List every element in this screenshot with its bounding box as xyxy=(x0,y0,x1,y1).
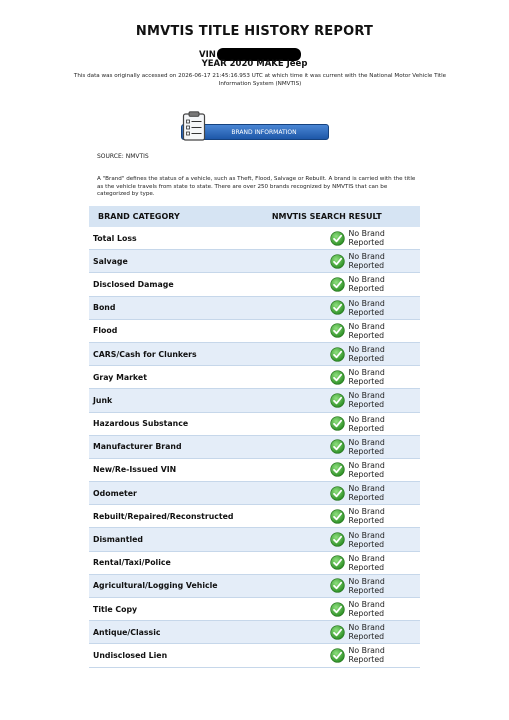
search-result-text: No Brand Reported xyxy=(348,507,385,526)
search-result-cell xyxy=(234,435,420,458)
green-check-icon xyxy=(330,486,345,501)
green-check-icon xyxy=(330,532,345,547)
brand-category-cell: Flood xyxy=(89,319,234,342)
search-result-text: No Brand Reported xyxy=(348,275,385,294)
search-result-text: No Brand Reported xyxy=(348,553,385,572)
brand-category-cell: Total Loss xyxy=(89,227,234,250)
brand-category-cell: Dismantled xyxy=(89,528,234,551)
table-row xyxy=(89,598,420,621)
search-result-text: No Brand Reported xyxy=(348,623,385,642)
brand-description: A "Brand" defines the status of a vehicle, such as Theft, Flood, Salvage or Rebuilt. A brand is carried with the title as the vehicle travels from state to state. There are over 250 brands recognized by NMVTIS that can be categorized by type. xyxy=(97,176,416,197)
search-result-cell xyxy=(234,250,420,273)
table-row xyxy=(89,319,420,342)
green-check-icon xyxy=(330,231,345,246)
table-row xyxy=(89,574,420,597)
search-result-cell xyxy=(234,319,420,342)
brand-table xyxy=(89,206,420,668)
table-row xyxy=(89,250,420,273)
brand-category-cell: Rental/Taxi/Police xyxy=(89,551,234,574)
search-result-text: No Brand Reported xyxy=(348,368,385,387)
brand-category-cell: Gray Market xyxy=(89,366,234,389)
search-result-cell xyxy=(234,458,420,481)
search-result-text: No Brand Reported xyxy=(348,484,385,503)
report-title: NMVTIS TITLE HISTORY REPORT xyxy=(135,24,374,39)
access-note: This data was originally accessed on 2026-06-17 21:45:16.953 UTC at which time it was current with the National Motor Vehicle Title Information System (NMVTIS) xyxy=(73,73,447,87)
brand-table-header xyxy=(89,206,420,227)
search-result-text: No Brand Reported xyxy=(348,460,385,479)
brand-category-cell: Disclosed Damage xyxy=(89,273,234,296)
brand-category-cell: Hazardous Substance xyxy=(89,412,234,435)
search-result-text: No Brand Reported xyxy=(348,576,385,595)
green-check-icon xyxy=(330,393,345,408)
green-check-icon xyxy=(330,416,345,431)
search-result-cell xyxy=(234,273,420,296)
green-check-icon xyxy=(330,555,345,570)
year-make-line: YEAR 2020 MAKE Jeep xyxy=(201,59,308,69)
green-check-icon xyxy=(330,347,345,362)
table-row xyxy=(89,644,420,667)
search-result-text: No Brand Reported xyxy=(348,414,385,433)
search-result-text: No Brand Reported xyxy=(348,530,385,549)
search-result-text: No Brand Reported xyxy=(348,229,385,248)
search-result-text: No Brand Reported xyxy=(348,600,385,619)
search-result-cell xyxy=(234,227,420,250)
table-row xyxy=(89,273,420,296)
clipboard-checklist-icon xyxy=(182,111,206,141)
brand-category-cell: Title Copy xyxy=(89,598,234,621)
table-row xyxy=(89,366,420,389)
search-result-cell xyxy=(234,342,420,365)
green-check-icon xyxy=(330,462,345,477)
brand-category-cell: Odometer xyxy=(89,482,234,505)
table-row xyxy=(89,482,420,505)
brand-information-button[interactable]: BRAND INFORMATION xyxy=(181,124,329,140)
search-result-text: No Brand Reported xyxy=(348,646,385,665)
table-row xyxy=(89,458,420,481)
search-result-cell xyxy=(234,551,420,574)
brand-category-cell: Undisclosed Lien xyxy=(89,644,234,667)
table-row xyxy=(89,621,420,644)
table-row xyxy=(89,389,420,412)
search-result-cell xyxy=(234,574,420,597)
search-result-cell xyxy=(234,644,420,667)
green-check-icon xyxy=(330,602,345,617)
brand-category-cell: Manufacturer Brand xyxy=(89,435,234,458)
table-row xyxy=(89,412,420,435)
table-row xyxy=(89,342,420,365)
green-check-icon xyxy=(330,323,345,338)
brand-category-cell: Agricultural/Logging Vehicle xyxy=(89,574,234,597)
brand-category-cell: Bond xyxy=(89,296,234,319)
green-check-icon xyxy=(330,277,345,292)
table-row xyxy=(89,528,420,551)
brand-category-cell: Antique/Classic xyxy=(89,621,234,644)
search-result-text: No Brand Reported xyxy=(348,345,385,364)
table-row xyxy=(89,551,420,574)
header-brand-category: BRAND CATEGORY xyxy=(89,206,234,227)
table-row xyxy=(89,505,420,528)
green-check-icon xyxy=(330,300,345,315)
brand-category-cell: New/Re-Issued VIN xyxy=(89,458,234,481)
green-check-icon xyxy=(330,439,345,454)
table-row xyxy=(89,296,420,319)
brand-category-cell: Salvage xyxy=(89,250,234,273)
vin-label: VIN xyxy=(199,49,216,60)
search-result-cell xyxy=(234,505,420,528)
header-search-result: NMVTIS SEARCH RESULT xyxy=(234,206,420,227)
search-result-cell xyxy=(234,366,420,389)
brand-category-cell: Junk xyxy=(89,389,234,412)
green-check-icon xyxy=(330,370,345,385)
table-row xyxy=(89,435,420,458)
search-result-cell xyxy=(234,598,420,621)
green-check-icon xyxy=(330,648,345,663)
brand-category-cell: CARS/Cash for Clunkers xyxy=(89,342,234,365)
green-check-icon xyxy=(330,578,345,593)
search-result-text: No Brand Reported xyxy=(348,298,385,317)
source-label: SOURCE: NMVTIS xyxy=(97,153,149,160)
table-row xyxy=(89,227,420,250)
search-result-cell xyxy=(234,621,420,644)
green-check-icon xyxy=(330,625,345,640)
search-result-cell xyxy=(234,412,420,435)
search-result-text: No Brand Reported xyxy=(348,321,385,340)
green-check-icon xyxy=(330,254,345,269)
search-result-cell xyxy=(234,528,420,551)
search-result-text: No Brand Reported xyxy=(348,252,385,271)
search-result-cell xyxy=(234,389,420,412)
search-result-cell xyxy=(234,296,420,319)
green-check-icon xyxy=(330,509,345,524)
search-result-text: No Brand Reported xyxy=(348,437,385,456)
search-result-text: No Brand Reported xyxy=(348,391,385,410)
brand-category-cell: Rebuilt/Repaired/Reconstructed xyxy=(89,505,234,528)
search-result-cell xyxy=(234,482,420,505)
